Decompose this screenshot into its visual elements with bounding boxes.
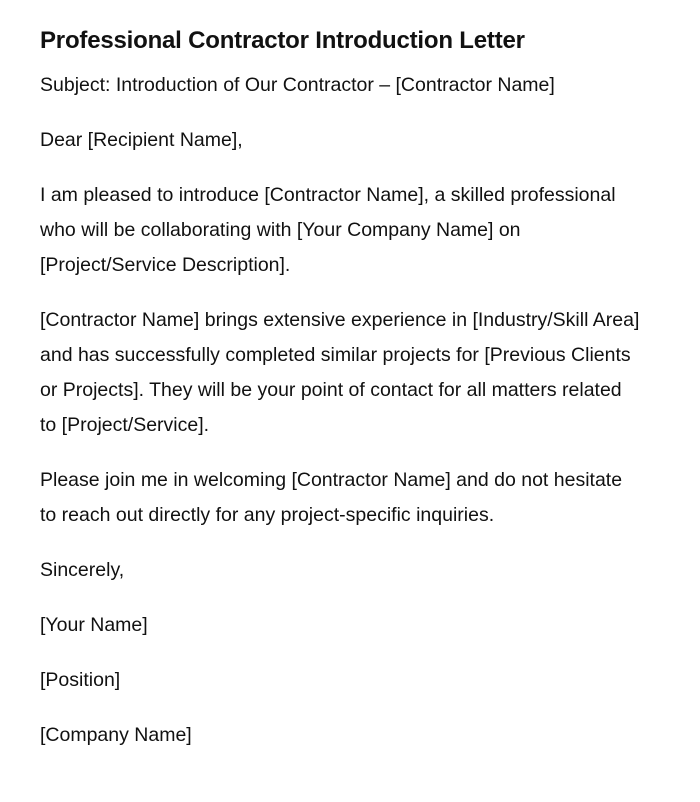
signature-position: [Position]: [40, 669, 121, 691]
letter-paragraph-welcome: Please join me in welcoming [Contractor Name] and do not hesitate to reach out directly for any project-specific inquiries.: [40, 469, 623, 526]
letter-salutation: Dear [Recipient Name],: [40, 129, 243, 151]
letter-paragraph-intro: I am pleased to introduce [Contractor Name], a skilled professional who will be collaborating with [Your Company Name] on [Project/Service Description].: [40, 184, 616, 276]
letter-subject: Subject: Introduction of Our Contractor – [Contractor Name]: [40, 74, 555, 96]
letter-paragraph-experience: [Contractor Name] brings extensive experience in [Industry/Skill Area] and has successfully completed similar projects for [Previous Clients or Projects]. They will be your point of contact for all matters related to [Project/Service].: [40, 309, 640, 436]
letter-title: Professional Contractor Introduction Letter: [40, 27, 525, 54]
letter-document: [40, 24, 640, 773]
signature-name: [Your Name]: [40, 614, 148, 636]
signature-company: [Company Name]: [40, 724, 192, 746]
letter-closing: Sincerely,: [40, 559, 125, 581]
